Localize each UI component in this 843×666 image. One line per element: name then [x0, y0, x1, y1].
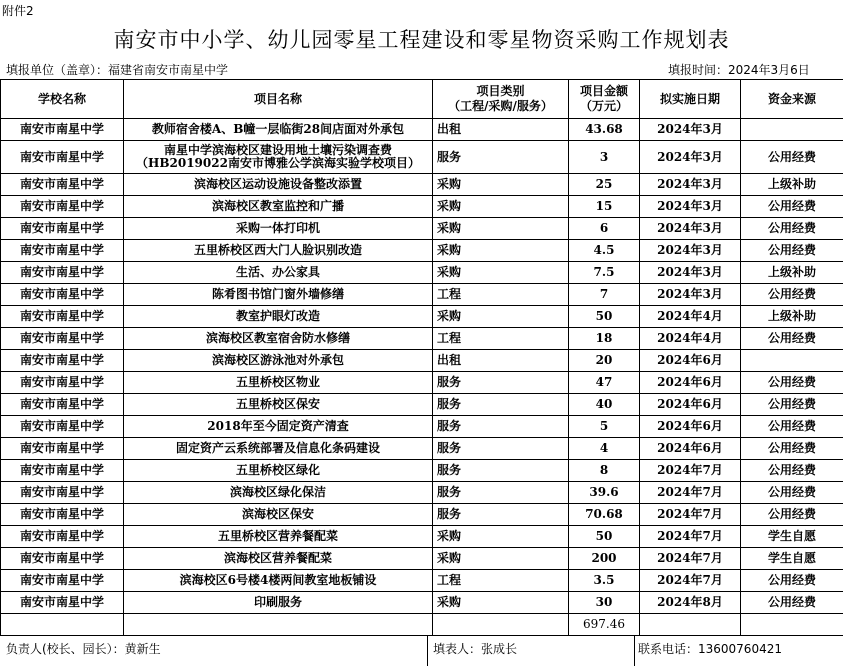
amount-cell: 39.6	[569, 482, 640, 504]
project-name: 滨海校区运动设施设备整改添置	[193, 177, 362, 191]
category-cell: 采购	[433, 548, 569, 570]
table-row	[1, 460, 843, 482]
school-cell: 南安市南星中学	[1, 262, 124, 284]
project-name: 五里桥校区营养餐配菜	[217, 529, 338, 543]
school-cell: 南安市南星中学	[1, 526, 124, 548]
project-name: 南星中学滨海校区建设用地土壤污染调查费	[163, 143, 392, 157]
amount-cell: 3	[569, 141, 640, 174]
date-cell: 2024年3月	[640, 218, 741, 240]
category-cell: 采购	[433, 174, 569, 196]
table-row	[1, 240, 843, 262]
category-cell: 服务	[433, 460, 569, 482]
total-empty-5	[741, 614, 843, 636]
category-cell: 服务	[433, 394, 569, 416]
source-cell	[741, 350, 843, 372]
school-cell: 南安市南星中学	[1, 592, 124, 614]
date-cell: 2024年7月	[640, 482, 741, 504]
school-cell: 南安市南星中学	[1, 570, 124, 592]
amount-cell: 47	[569, 372, 640, 394]
project-name: 陈肴图书馆门窗外墙修缮	[211, 287, 344, 301]
table-row	[1, 372, 843, 394]
project-cell	[124, 328, 433, 350]
source-cell: 公用经费	[741, 460, 843, 482]
amount-cell: 6	[569, 218, 640, 240]
page-title: 南安市中小学、幼儿园零星工程建设和零星物资采购工作规划表	[113, 28, 730, 52]
school-cell: 南安市南星中学	[1, 174, 124, 196]
amount-cell: 4	[569, 438, 640, 460]
project-name: 2018年至今固定资产清查	[207, 419, 349, 433]
table-row	[1, 141, 843, 174]
category-cell: 服务	[433, 504, 569, 526]
project-name: 教师宿舍楼A、B幢一层临街28间店面对外承包	[151, 122, 405, 136]
header-amount-line2: （万元）	[579, 99, 628, 113]
project-cell	[124, 141, 433, 174]
total-row	[1, 614, 843, 636]
date-cell: 2024年7月	[640, 548, 741, 570]
footer-divider-1	[427, 636, 428, 666]
project-cell	[124, 482, 433, 504]
project-name: 滨海校区游泳池对外承包	[211, 353, 344, 367]
project-cell	[124, 240, 433, 262]
project-name: 教室护眼灯改造	[235, 309, 320, 323]
source-cell: 公用经费	[741, 141, 843, 174]
project-name: 滨海校区保安	[241, 507, 314, 521]
source-cell: 公用经费	[741, 504, 843, 526]
date-cell: 2024年3月	[640, 262, 741, 284]
school-cell: 南安市南星中学	[1, 350, 124, 372]
table-row	[1, 438, 843, 460]
category-cell: 服务	[433, 416, 569, 438]
footer-filler: 填表人：张成长	[433, 642, 518, 656]
category-cell: 采购	[433, 592, 569, 614]
table-row	[1, 262, 843, 284]
category-cell: 服务	[433, 438, 569, 460]
source-cell	[741, 119, 843, 141]
source-cell: 公用经费	[741, 438, 843, 460]
source-cell: 上级补助	[741, 262, 843, 284]
project-name: 滨海校区教室监控和广播	[211, 199, 344, 213]
project-cell	[124, 504, 433, 526]
category-cell: 采购	[433, 262, 569, 284]
amount-cell: 70.68	[569, 504, 640, 526]
project-name-line2: （HB2019022南安市博雅公学滨海实验学校项目）	[136, 156, 420, 170]
category-cell: 工程	[433, 328, 569, 350]
amount-cell: 200	[569, 548, 640, 570]
date-cell: 2024年7月	[640, 460, 741, 482]
amount-cell: 7.5	[569, 262, 640, 284]
school-cell: 南安市南星中学	[1, 372, 124, 394]
date-cell: 2024年7月	[640, 526, 741, 548]
date-cell: 2024年6月	[640, 438, 741, 460]
table-row	[1, 328, 843, 350]
date-cell: 2024年3月	[640, 284, 741, 306]
school-cell: 南安市南星中学	[1, 196, 124, 218]
project-cell	[124, 592, 433, 614]
school-cell: 南安市南星中学	[1, 460, 124, 482]
project-name: 五里桥校区西大门人脸识别改造	[193, 243, 362, 257]
amount-cell: 3.5	[569, 570, 640, 592]
school-cell: 南安市南星中学	[1, 119, 124, 141]
footer-phone: 联系电话：13600760421	[638, 642, 782, 656]
project-cell	[124, 570, 433, 592]
school-cell: 南安市南星中学	[1, 328, 124, 350]
project-cell	[124, 119, 433, 141]
attachment-label: 附件2	[2, 4, 34, 18]
source-cell: 学生自愿	[741, 526, 843, 548]
project-cell	[124, 174, 433, 196]
category-cell: 出租	[433, 350, 569, 372]
table-row	[1, 284, 843, 306]
school-cell: 南安市南星中学	[1, 240, 124, 262]
project-name: 滨海校区绿化保洁	[229, 485, 326, 499]
date-cell: 2024年3月	[640, 119, 741, 141]
amount-cell: 50	[569, 306, 640, 328]
category-cell: 采购	[433, 218, 569, 240]
header-school: 学校名称	[1, 80, 124, 119]
project-cell	[124, 416, 433, 438]
source-cell: 公用经费	[741, 240, 843, 262]
amount-cell: 30	[569, 592, 640, 614]
table-row	[1, 548, 843, 570]
project-cell	[124, 306, 433, 328]
project-name: 生活、办公家具	[235, 265, 320, 279]
project-name: 五里桥校区物业	[235, 375, 320, 389]
school-cell: 南安市南星中学	[1, 306, 124, 328]
date-cell: 2024年3月	[640, 141, 741, 174]
footer-divider-2	[634, 636, 635, 666]
source-cell: 公用经费	[741, 570, 843, 592]
project-cell	[124, 350, 433, 372]
school-cell: 南安市南星中学	[1, 438, 124, 460]
fill-time: 填报时间：2024年3月6日	[668, 63, 810, 77]
school-cell: 南安市南星中学	[1, 482, 124, 504]
table-row	[1, 482, 843, 504]
date-cell: 2024年7月	[640, 504, 741, 526]
amount-cell: 7	[569, 284, 640, 306]
table-row	[1, 350, 843, 372]
total-empty-1	[1, 614, 124, 636]
category-cell: 出租	[433, 119, 569, 141]
source-cell: 公用经费	[741, 416, 843, 438]
plan-table	[0, 79, 843, 636]
table-row	[1, 592, 843, 614]
category-cell: 采购	[433, 526, 569, 548]
header-category-line1: 项目类别	[476, 84, 525, 98]
category-cell: 采购	[433, 306, 569, 328]
date-cell: 2024年8月	[640, 592, 741, 614]
header-date: 拟实施日期	[640, 80, 741, 119]
amount-cell: 5	[569, 416, 640, 438]
source-cell: 公用经费	[741, 328, 843, 350]
header-category	[433, 80, 569, 119]
table-row	[1, 504, 843, 526]
table-row	[1, 416, 843, 438]
amount-cell: 43.68	[569, 119, 640, 141]
school-cell: 南安市南星中学	[1, 141, 124, 174]
amount-cell: 40	[569, 394, 640, 416]
source-cell: 公用经费	[741, 284, 843, 306]
fill-unit: 填报单位（盖章）：福建省南安市南星中学	[6, 63, 229, 77]
footer-responsible: 负责人(校长、园长）：黄新生	[6, 642, 161, 656]
source-cell: 学生自愿	[741, 548, 843, 570]
school-cell: 南安市南星中学	[1, 394, 124, 416]
category-cell: 工程	[433, 284, 569, 306]
project-name: 滨海校区教室宿舍防水修缮	[205, 331, 350, 345]
date-cell: 2024年6月	[640, 394, 741, 416]
category-cell: 采购	[433, 240, 569, 262]
table-row	[1, 119, 843, 141]
header-project: 项目名称	[124, 80, 433, 119]
total-empty-4	[640, 614, 741, 636]
header-amount-line1: 项目金额	[579, 84, 628, 98]
category-cell: 服务	[433, 141, 569, 174]
date-cell: 2024年3月	[640, 174, 741, 196]
amount-cell: 4.5	[569, 240, 640, 262]
project-name: 滨海校区营养餐配菜	[223, 551, 332, 565]
source-cell: 公用经费	[741, 394, 843, 416]
date-cell: 2024年4月	[640, 306, 741, 328]
source-cell: 公用经费	[741, 482, 843, 504]
school-cell: 南安市南星中学	[1, 548, 124, 570]
project-cell	[124, 262, 433, 284]
source-cell: 上级补助	[741, 306, 843, 328]
project-cell	[124, 548, 433, 570]
total-empty-3	[433, 614, 569, 636]
amount-cell: 8	[569, 460, 640, 482]
project-name: 固定资产云系统部署及信息化条码建设	[175, 441, 380, 455]
project-cell	[124, 394, 433, 416]
school-cell: 南安市南星中学	[1, 504, 124, 526]
project-cell	[124, 438, 433, 460]
amount-cell: 50	[569, 526, 640, 548]
date-cell: 2024年4月	[640, 328, 741, 350]
project-name: 滨海校区6号楼4楼两间教室地板铺设	[179, 573, 377, 587]
project-cell	[124, 460, 433, 482]
project-name: 五里桥校区保安	[235, 397, 320, 411]
project-cell	[124, 372, 433, 394]
project-name: 采购一体打印机	[235, 221, 320, 235]
header-source: 资金来源	[741, 80, 843, 119]
total-amount: 697.46	[569, 614, 640, 636]
category-cell: 采购	[433, 196, 569, 218]
header-amount	[569, 80, 640, 119]
source-cell: 上级补助	[741, 174, 843, 196]
date-cell: 2024年6月	[640, 372, 741, 394]
date-cell: 2024年7月	[640, 570, 741, 592]
table-row	[1, 196, 843, 218]
table-row	[1, 174, 843, 196]
amount-cell: 15	[569, 196, 640, 218]
project-cell	[124, 526, 433, 548]
source-cell: 公用经费	[741, 196, 843, 218]
source-cell: 公用经费	[741, 372, 843, 394]
table-row	[1, 394, 843, 416]
project-cell	[124, 284, 433, 306]
amount-cell: 25	[569, 174, 640, 196]
header-category-line2: （工程/采购/服务）	[448, 99, 553, 113]
project-name: 五里桥校区绿化	[235, 463, 320, 477]
category-cell: 服务	[433, 372, 569, 394]
table-row	[1, 526, 843, 548]
table-row	[1, 306, 843, 328]
date-cell: 2024年3月	[640, 196, 741, 218]
header-row	[1, 80, 843, 119]
table-row	[1, 570, 843, 592]
date-cell: 2024年6月	[640, 416, 741, 438]
source-cell: 公用经费	[741, 592, 843, 614]
table-body	[1, 119, 843, 614]
date-cell: 2024年3月	[640, 240, 741, 262]
school-cell: 南安市南星中学	[1, 218, 124, 240]
amount-cell: 18	[569, 328, 640, 350]
project-cell	[124, 218, 433, 240]
project-cell	[124, 196, 433, 218]
amount-cell: 20	[569, 350, 640, 372]
category-cell: 工程	[433, 570, 569, 592]
category-cell: 服务	[433, 482, 569, 504]
date-cell: 2024年6月	[640, 350, 741, 372]
school-cell: 南安市南星中学	[1, 416, 124, 438]
table-row	[1, 218, 843, 240]
source-cell: 公用经费	[741, 218, 843, 240]
total-empty-2	[124, 614, 433, 636]
project-name: 印刷服务	[253, 595, 302, 609]
school-cell: 南安市南星中学	[1, 284, 124, 306]
